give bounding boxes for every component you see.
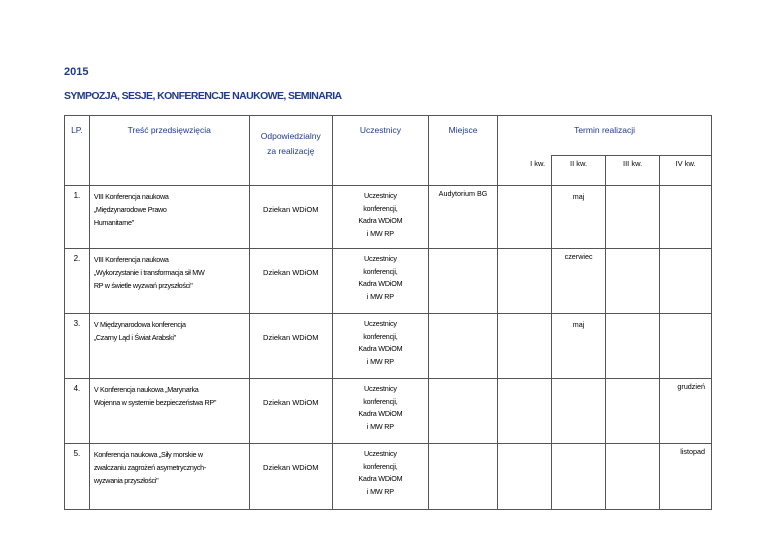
quarter-3	[606, 379, 660, 444]
quarter-1	[498, 444, 552, 510]
table-row	[65, 249, 712, 314]
event-title-line: „Międzynarodowe Prawo	[93, 205, 167, 214]
event-title-line: „Wykorzystanie i transformacja sił MW	[93, 268, 205, 277]
participants	[332, 249, 428, 314]
responsible: Dziekan WDiOM	[249, 379, 332, 444]
responsible: Dziekan WDiOM	[249, 444, 332, 510]
place: Audytorium BG	[428, 186, 497, 249]
events-table	[64, 115, 712, 510]
quarter-3	[606, 249, 660, 314]
participants-line: i MW RP	[366, 421, 394, 431]
event-title	[89, 249, 249, 314]
quarter-2: czerwiec	[552, 249, 606, 314]
participants-line: Kadra WDiOM	[358, 409, 403, 418]
participants-line: Uczestnicy	[364, 191, 397, 200]
quarter-1	[498, 249, 552, 314]
row-number: 4.	[65, 379, 90, 444]
responsible: Dziekan WDiOM	[249, 186, 332, 249]
participants-line: konferencji,	[363, 461, 398, 471]
participants-line: i MW RP	[366, 228, 394, 238]
document-heading: SYMPOZJA, SESJE, KONFERENCJE NAUKOWE, SEMINARIA	[64, 90, 342, 102]
event-title-line: „Czarny Ląd i Świat Arabski"	[93, 333, 176, 342]
document-year: 2015	[64, 66, 89, 78]
header-q3: III kw.	[606, 156, 660, 186]
header-q2: II kw.	[552, 156, 606, 186]
event-title-line: V Konferencja naukowa „Marynarka	[93, 385, 199, 394]
row-number: 2.	[65, 249, 90, 314]
quarter-3	[606, 314, 660, 379]
event-title	[89, 379, 249, 444]
header-uczestnicy: Uczestnicy	[332, 116, 428, 186]
table-row	[65, 314, 712, 379]
participants	[332, 444, 428, 510]
event-title-line: RP w świetle wyzwań przyszłości"	[93, 281, 193, 290]
quarter-4: grudzień	[660, 379, 712, 444]
quarter-4	[660, 249, 712, 314]
header-q4: IV kw.	[660, 156, 712, 186]
responsible: Dziekan WDiOM	[249, 314, 332, 379]
table-row	[65, 186, 712, 249]
participants-line: Kadra WDiOM	[358, 344, 403, 353]
place	[428, 314, 497, 379]
participants-line: Uczestnicy	[364, 384, 397, 393]
quarter-4	[660, 186, 712, 249]
table-row	[65, 379, 712, 444]
row-number: 5.	[65, 444, 90, 510]
row-number: 3.	[65, 314, 90, 379]
event-title-line: Wojenna w systemie bezpieczeństwa RP"	[93, 398, 217, 407]
header-row	[65, 116, 712, 156]
header-tresc: Treść przedsięwzięcia	[89, 116, 249, 186]
event-title	[89, 314, 249, 379]
responsible: Dziekan WDiOM	[249, 249, 332, 314]
participants-line: i MW RP	[366, 291, 394, 301]
participants-line: Uczestnicy	[364, 319, 397, 328]
header-q1: I kw.	[498, 156, 552, 186]
event-title-line: Konferencja naukowa „Siły morskie w	[93, 450, 203, 459]
header-odpowiedzialny	[249, 116, 332, 186]
participants-line: konferencji,	[363, 266, 398, 276]
participants-line: Kadra WDiOM	[358, 474, 403, 483]
participants-line: Uczestnicy	[364, 449, 397, 458]
quarter-3	[606, 186, 660, 249]
event-title	[89, 444, 249, 510]
place	[428, 249, 497, 314]
header-odpowiedzialny-line2: za realizację	[267, 146, 315, 156]
header-miejsce: Miejsce	[428, 116, 497, 186]
event-title-line: wyzwania przyszłości"	[93, 476, 159, 485]
participants	[332, 186, 428, 249]
participants-line: konferencji,	[363, 203, 398, 213]
quarter-2: maj	[552, 186, 606, 249]
quarter-4: listopad	[660, 444, 712, 510]
event-title-line: VIII Konferencja naukowa	[93, 192, 169, 201]
place	[428, 379, 497, 444]
participants-line: Uczestnicy	[364, 254, 397, 263]
quarter-2: maj	[552, 314, 606, 379]
quarter-2	[552, 444, 606, 510]
event-title-line: Humanitarne"	[93, 218, 134, 227]
event-title-line: zwalczaniu zagrożeń asymetrycznych-	[93, 463, 206, 472]
header-termin: Termin realizacji	[498, 116, 712, 156]
quarter-4	[660, 314, 712, 379]
quarter-2	[552, 379, 606, 444]
event-title-line: V Międzynarodowa konferencja	[93, 320, 186, 329]
quarter-1	[498, 379, 552, 444]
event-title	[89, 186, 249, 249]
participants	[332, 379, 428, 444]
place	[428, 444, 497, 510]
header-lp: LP.	[65, 116, 90, 186]
participants-line: konferencji,	[363, 331, 398, 341]
participants-line: Kadra WDiOM	[358, 216, 403, 225]
event-title-line: VIII Konferencja naukowa	[93, 255, 169, 264]
quarter-1	[498, 314, 552, 379]
participants-line: i MW RP	[366, 486, 394, 496]
quarter-1	[498, 186, 552, 249]
table-row	[65, 444, 712, 510]
participants	[332, 314, 428, 379]
quarter-3	[606, 444, 660, 510]
participants-line: konferencji,	[363, 396, 398, 406]
participants-line: Kadra WDiOM	[358, 279, 403, 288]
row-number: 1.	[65, 186, 90, 249]
participants-line: i MW RP	[366, 356, 394, 366]
header-odpowiedzialny-line1: Odpowiedzialny	[260, 131, 321, 141]
